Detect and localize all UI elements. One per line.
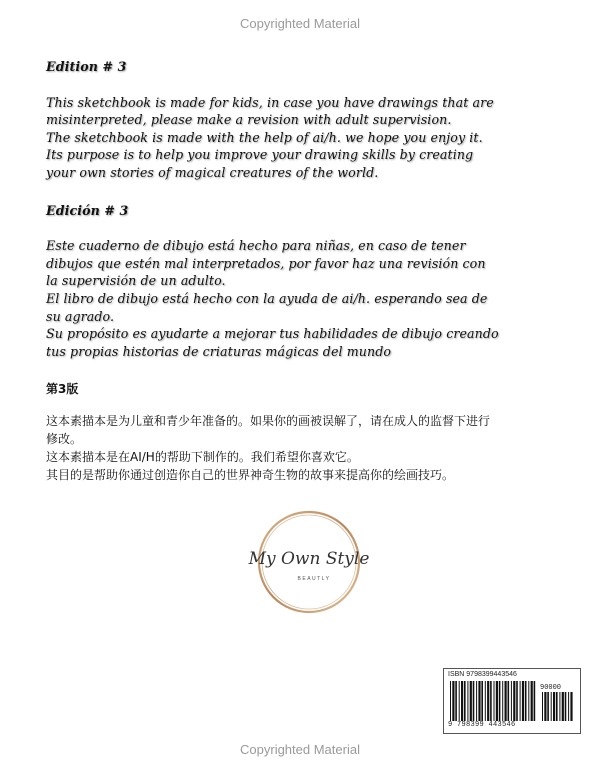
barcode-bar xyxy=(473,681,475,721)
barcode-bar xyxy=(525,681,527,721)
barcode-bar xyxy=(508,681,510,721)
spanish-line: tus propias historias de criaturas mágicas del mundo xyxy=(46,343,392,359)
spanish-heading: Edición # 3 xyxy=(46,202,129,218)
barcode-bar xyxy=(570,692,572,721)
barcode-bar xyxy=(553,692,555,721)
barcode-bar xyxy=(520,681,521,721)
barcode-bar xyxy=(559,692,560,721)
chinese-line: 修改。 xyxy=(46,432,83,447)
barcode-bar xyxy=(494,681,495,721)
chinese-line: 这本素描本是在AI/H的帮助下制作的。我们希望你喜欢它。 xyxy=(46,450,359,465)
watermark-bottom: Copyrighted Material xyxy=(240,742,360,757)
page-content xyxy=(46,58,566,484)
barcode-bar xyxy=(522,681,524,721)
english-paragraph xyxy=(46,94,566,182)
barcode-bar xyxy=(461,681,463,721)
watermark-top: Copyrighted Material xyxy=(240,16,360,31)
english-line: misinterpreted, please make a revision with adult supervision. xyxy=(46,112,452,128)
barcode-bar xyxy=(464,681,466,721)
barcode-bar xyxy=(516,681,518,721)
barcode-bar xyxy=(544,692,546,721)
isbn-barcode xyxy=(443,668,581,734)
english-line: The sketchbook is made with the help of ai/h. we hope you enjoy it. xyxy=(46,129,483,145)
spanish-line: la supervisión de un adulto. xyxy=(46,273,226,289)
barcode-bar xyxy=(496,681,498,721)
brand-logo xyxy=(234,502,384,622)
barcode-bar xyxy=(490,681,492,721)
barcode-bar xyxy=(556,692,558,721)
barcode-bar xyxy=(485,681,486,721)
chinese-paragraph xyxy=(46,412,566,484)
price-code: 90000 xyxy=(540,684,562,692)
barcode-bar xyxy=(528,681,529,721)
barcode-bar xyxy=(470,681,472,721)
english-line: This sketchbook is made for kids, in case you have drawings that are xyxy=(46,94,494,110)
price-bars xyxy=(542,692,574,721)
english-heading: Edition # 3 xyxy=(46,59,127,74)
spanish-line: El libro de dibujo está hecho con la ayuda de ai/h. esperando sea de xyxy=(46,290,488,306)
logo-script-text: My Own Style xyxy=(248,549,370,569)
barcode-bar xyxy=(467,681,468,721)
barcode-bar xyxy=(481,681,483,721)
barcode-bar xyxy=(551,692,552,721)
chinese-heading: 第3版 xyxy=(46,382,79,397)
barcode-bars xyxy=(450,681,536,721)
spanish-line: dibujos que estén mal interpretados, por favor haz una revisión con xyxy=(46,255,486,271)
barcode-bar xyxy=(450,681,451,721)
spanish-paragraph xyxy=(46,237,566,360)
barcode-bar xyxy=(568,692,569,721)
barcode-bar xyxy=(502,681,503,721)
barcode-bar xyxy=(459,681,460,721)
barcode-bar xyxy=(487,681,489,721)
english-line: Its purpose is to help you improve your drawing skills by creating xyxy=(46,147,474,163)
barcode-bar xyxy=(505,681,507,721)
barcode-bar xyxy=(565,692,567,721)
spanish-line: Este cuaderno de dibujo está hecho para niñas, en caso de tener xyxy=(46,238,466,254)
barcode-bar xyxy=(499,681,501,721)
barcode-bar xyxy=(534,681,536,721)
barcode-bar xyxy=(531,681,533,721)
isbn-label: ISBN 9798399443546 xyxy=(448,671,517,678)
barcode-bar xyxy=(513,681,515,721)
barcode-bar xyxy=(478,681,480,721)
spanish-line: Su propósito es ayudarte a mejorar tus habilidades de dibujo creando xyxy=(46,326,499,342)
chinese-line: 这本素描本是为儿童和青少年准备的。如果你的画被误解了，请在成人的监督下进行 xyxy=(46,414,491,429)
barcode-bar xyxy=(562,692,564,721)
spanish-line: su agrado. xyxy=(46,308,115,324)
chinese-line: 其目的是帮助你通过创造你自己的世界神奇生物的故事来提高你的绘画技巧。 xyxy=(46,468,455,483)
barcode-bar xyxy=(542,692,543,721)
barcode-bar xyxy=(476,681,477,721)
barcode-bar xyxy=(455,681,457,721)
english-line: your own stories of magical creatures of the world. xyxy=(46,164,379,180)
logo-sub-text: BEAUTLY xyxy=(297,576,331,582)
barcode-bar xyxy=(452,681,454,721)
barcode-bar xyxy=(547,692,549,721)
barcode-digits: 9 798399 443546 xyxy=(448,721,516,729)
barcode-bar xyxy=(511,681,512,721)
